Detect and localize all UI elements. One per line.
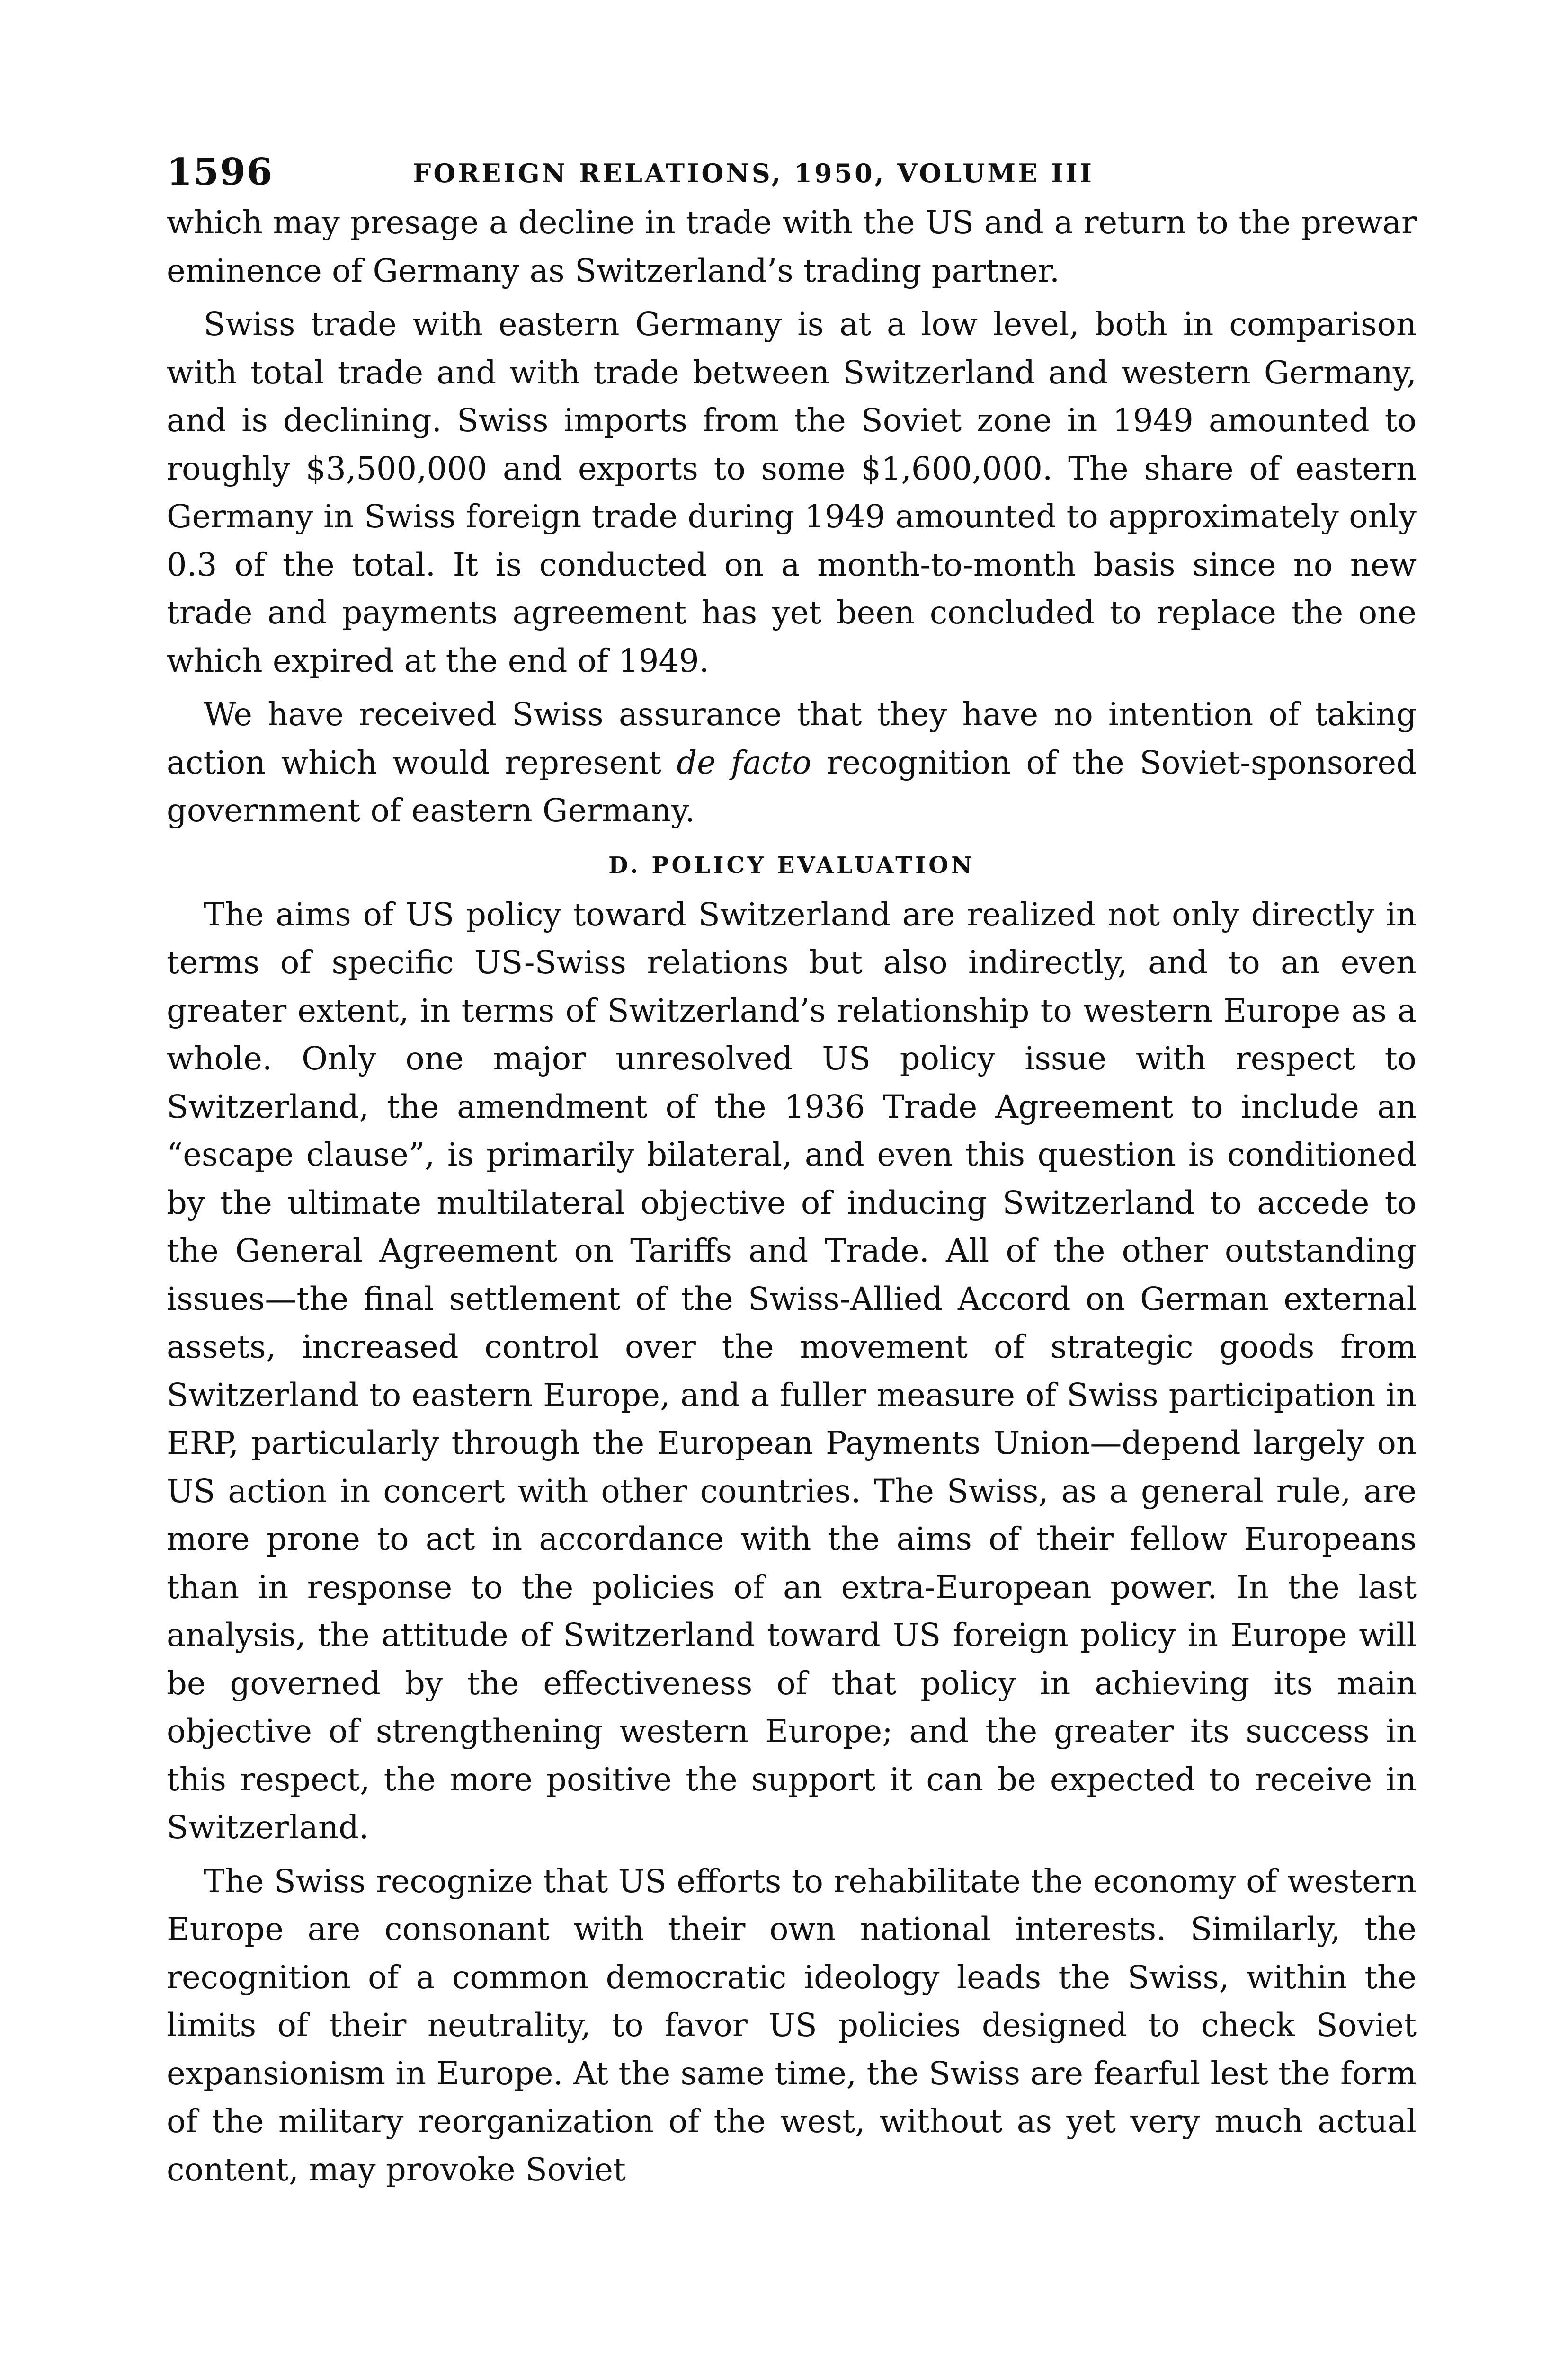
document-page: [167, 142, 1417, 2194]
section-heading: D. POLICY EVALUATION: [608, 852, 975, 879]
assurance-text-start: We have received Swiss assurance that they have no intention of taking action which would represent: [167, 696, 1417, 781]
paragraph-eastern-germany-trade: Swiss trade with eastern Germany is at a low level, both in comparison with total trade and with trade between Switzerland and western Germany, and is declining. Swiss imports from the Soviet zone in 1949 amounted to roughly $3,500,000 and exports to some $1,600,000. The share of eastern Germany in Swiss foreign trade during 1949 amounted to approximately only 0.3 of the total. It is conducted on a month-to-month basis since no new trade and payments agreement has yet been concluded to replace the one which expired at the end of 1949.: [167, 306, 1417, 679]
running-head: [167, 142, 1417, 199]
paragraph-swiss-recognition: The Swiss recognize that US efforts to rehabilitate the economy of western Europe are consonant with their own national interests. Similarly, the recognition of a common democratic ideology leads the Swiss, within the limits of their neutrality, to favor US policies designed to check Soviet expansionism in Europe. At the same time, the Swiss are fearful lest the form of the military reorganization of the west, without as yet very much actual content, may provoke Soviet: [167, 1862, 1417, 2188]
body-text: [167, 199, 1417, 2194]
running-title: FOREIGN RELATIONS, 1950, VOLUME III: [413, 158, 1094, 188]
paragraph-policy-aims: The aims of US policy toward Switzerland are realized not only directly in terms of specific US-Swiss relations but also indirectly, and to an even greater extent, in terms of Switzerland’s relationship to western Europe as a whole. Only one major unresolved US policy issue with respect to Switzerland, the amendment of the 1936 Trade Agreement to include an “escape clause”, is primarily bilateral, and even this question is conditioned by the ultimate multilateral objective of inducing Switzerland to accede to the General Agreement on Tariffs and Trade. All of the other outstanding issues—the final settlement of the Swiss-Allied Accord on German external assets, increased control over the movement of strategic goods from Switzerland to eastern Europe, and a fuller measure of Swiss participation in ERP, particularly through the European Payments Union—depend largely on US action in concert with other countries. The Swiss, as a general rule, are more prone to act in accordance with the aims of their fellow Europeans than in response to the policies of an extra-European power. In the last analysis, the attitude of Switzerland toward US foreign policy in Europe will be governed by the effectiveness of that policy in achieving its main objective of strengthening western Europe; and the greater its success in this respect, the more positive the support it can be expected to receive in Switzerland.: [167, 896, 1417, 1846]
page-number: 1596: [167, 151, 274, 194]
assurance-text-end: recognition of the Soviet-sponsored government of eastern Germany.: [167, 744, 1417, 829]
paragraph-continuation: which may presage a decline in trade with the US and a return to the prewar eminence of Germany as Switzerland’s trading partner.: [167, 204, 1417, 289]
paragraph-swiss-assurance: [167, 691, 1417, 835]
italic-phrase: de facto: [677, 744, 811, 781]
